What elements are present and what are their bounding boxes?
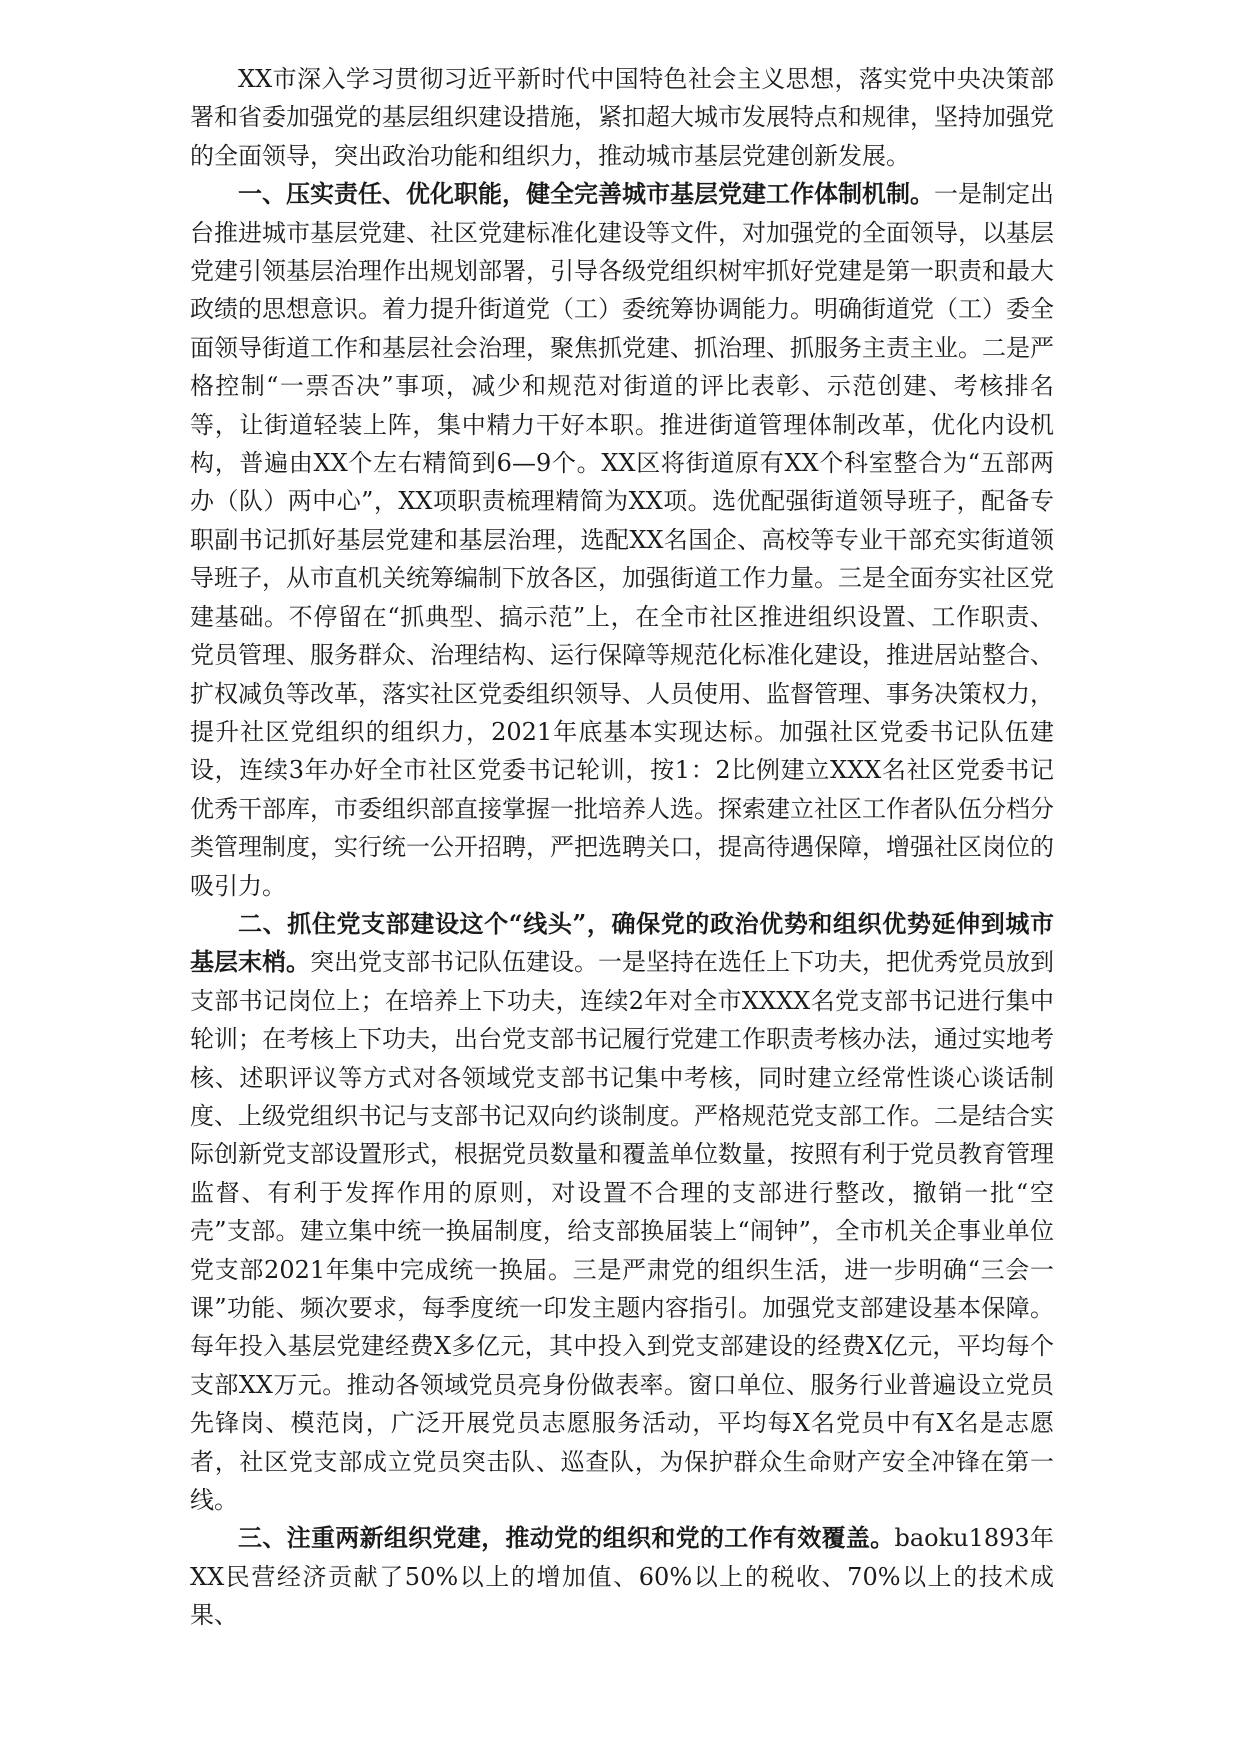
section-3-heading: 三、注重两新组织党建，推动党的组织和党的工作有效覆盖。	[238, 1523, 895, 1553]
section-2-heading: 二、抓住党支部建设这个“线头”，确保党的政治优势和组织优势延伸到城市基层末梢。	[190, 908, 1054, 977]
document-page	[190, 60, 1054, 1635]
section-3-body: baoku1893年XX民营经济贡献了50%以上的增加值、60%以上的税收、70%以上的技术成果、	[190, 1524, 1054, 1630]
section-3-paragraph	[190, 1519, 1054, 1634]
intro-paragraph	[190, 60, 1054, 175]
section-1-body: 一是制定出台推进城市基层党建、社区党建标准化建设等文件，对加强党的全面领导，以基层党建引领基层治理作出规划部署，引导各级党组织树牢抓好党建是第一职责和最大政绩的思想意识。着力提升街道党（工）委统筹协调能力。明确街道党（工）委全面领导街道工作和基层社会治理，聚焦抓党建、抓治理、抓服务主责主业。二是严格控制“一票否决”事项，减少和规范对街道的评比表彰、示范创建、考核排名等，让街道轻装上阵，集中精力干好本职。推进街道管理体制改革，优化内设机构，普遍由XX个左右精简到6—9个。XX区将街道原有XX个科室整合为“五部两办（队）两中心”，XX项职责梳理精简为XX项。选优配强街道领导班子，配备专职副书记抓好基层党建和基层治理，选配XX名国企、高校等专业干部充实街道领导班子，从市直机关统筹编制下放各区，加强街道工作力量。三是全面夯实社区党建基础。不停留在“抓典型、搞示范”上，在全市社区推进组织设置、工作职责、党员管理、服务群众、治理结构、运行保障等规范化标准化建设，推进居站整合、扩权减负等改革，落实社区党委组织领导、人员使用、监督管理、事务决策权力，提升社区党组织的组织力，2021年底基本实现达标。加强社区党委书记队伍建设，连续3年办好全市社区党委书记轮训，按1：2比例建立XXX名社区党委书记优秀干部库，市委组织部直接掌握一批培养人选。探索建立社区工作者队伍分档分类管理制度，实行统一公开招聘，严把选聘关口，提高待遇保障，增强社区岗位的吸引力。	[190, 180, 1054, 900]
section-2-body: 突出党支部书记队伍建设。一是坚持在选任上下功夫，把优秀党员放到支部书记岗位上；在培养上下功夫，连续2年对全市XXXX名党支部书记进行集中轮训；在考核上下功夫，出台党支部书记履行党建工作职责考核办法，通过实地考核、述职评议等方式对各领域党支部书记集中考核，同时建立经常性谈心谈话制度、上级党组织书记与支部书记双向约谈制度。严格规范党支部工作。二是结合实际创新党支部设置形式，根据党员数量和覆盖单位数量，按照有利于党员教育管理监督、有利于发挥作用的原则，对设置不合理的支部进行整改，撤销一批“空壳”支部。建立集中统一换届制度，给支部换届装上“闹钟”，全市机关企事业单位党支部2021年集中完成统一换届。三是严肃党的组织生活，进一步明确“三会一课”功能、频次要求，每季度统一印发主题内容指引。加强党支部建设基本保障。每年投入基层党建经费X多亿元，其中投入到党支部建设的经费X亿元，平均每个支部XX万元。推动各领域党员亮身份做表率。窗口单位、服务行业普遍设立党员先锋岗、模范岗，广泛开展党员志愿服务活动，平均每X名党员中有X名是志愿者，社区党支部成立党员突击队、巡查队，为保护群众生命财产安全冲锋在第一线。	[190, 948, 1054, 1515]
section-1-heading: 一、压实责任、优化职能，健全完善城市基层党建工作体制机制。	[238, 179, 934, 209]
intro-text: XX市深入学习贯彻习近平新时代中国特色社会主义思想，落实党中央决策部署和省委加强党的基层组织建设措施，紧扣超大城市发展特点和规律，坚持加强党的全面领导，突出政治功能和组织力，推动城市基层党建创新发展。	[190, 65, 1054, 170]
section-2-paragraph	[190, 905, 1054, 1520]
section-1-paragraph	[190, 175, 1054, 905]
